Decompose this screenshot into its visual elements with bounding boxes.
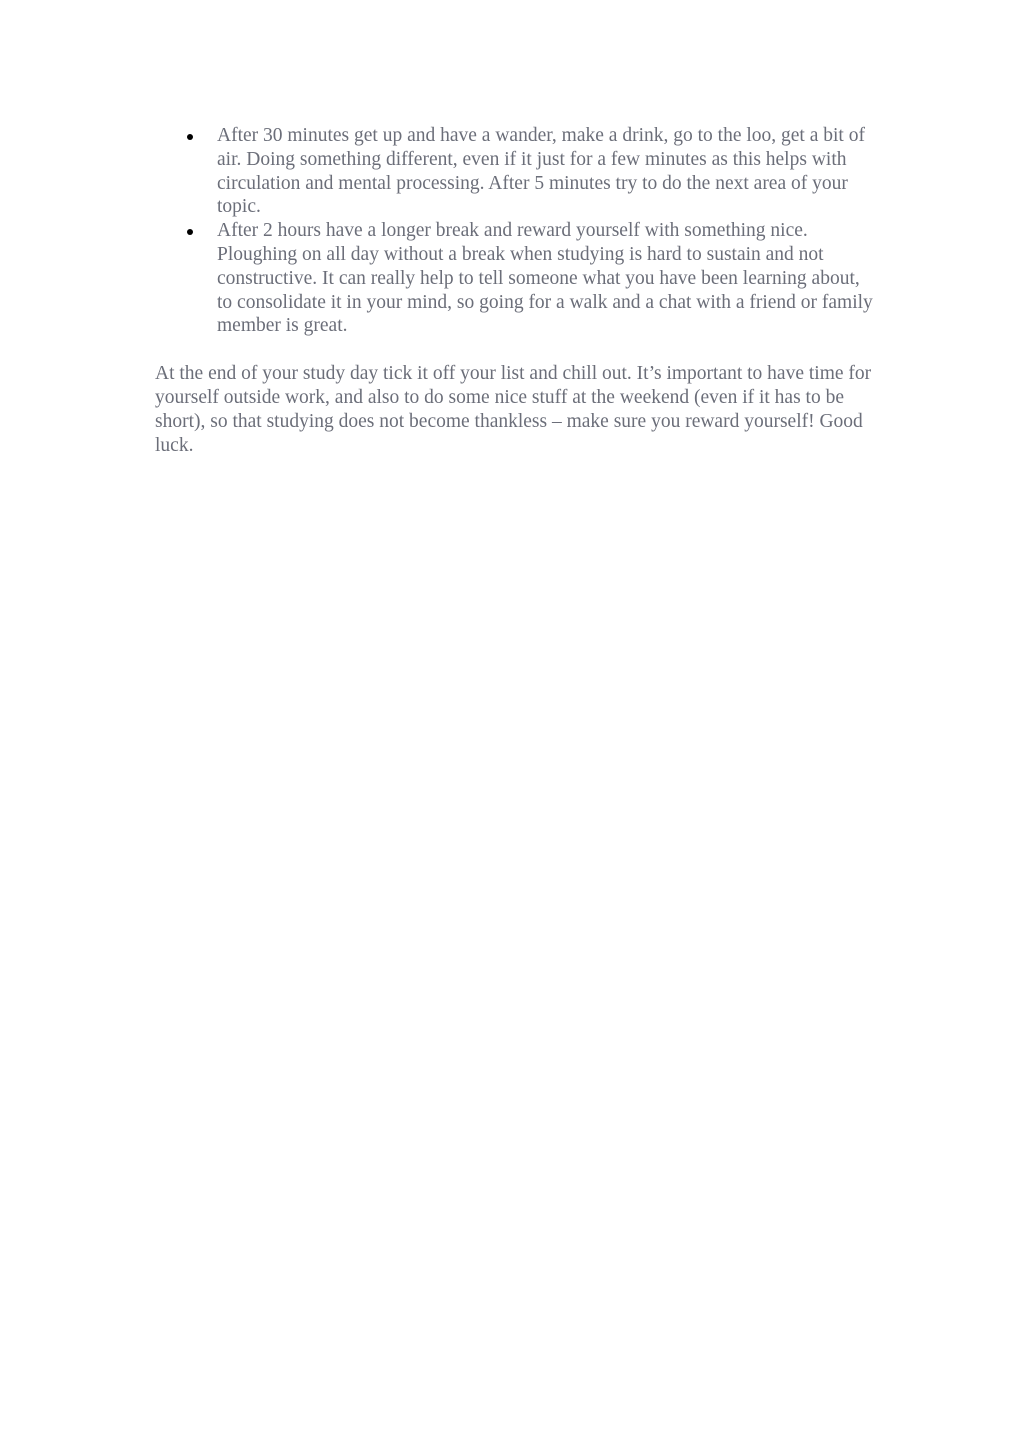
document-body [155,124,875,457]
bullet-icon [187,134,193,140]
bullet-list [155,124,875,338]
list-item [155,124,875,219]
list-item [155,219,875,338]
closing-paragraph: At the end of your study day tick it off your list and chill out. It’s important to have time for yourself outside work, and also to do some nice stuff at the weekend (even if it has to be short), so that studying does not become thankless – make sure you reward yourself! Good luck. [155,363,872,456]
bullet-icon [187,229,193,235]
list-item-text: After 30 minutes get up and have a wander, make a drink, go to the loo, get a bit of air. Doing something different, even if it just for a few minutes as this helps with circulation and mental processing. After 5 minutes try to do the next area of your topic. [217,125,865,218]
list-item-text: After 2 hours have a longer break and reward yourself with something nice. Ploughing on all day without a break when studying is hard to sustain and not constructive. It can really help to tell someone what you have been learning about, to consolidate it in your mind, so going for a walk and a chat with a friend or family member is great. [217,220,873,337]
